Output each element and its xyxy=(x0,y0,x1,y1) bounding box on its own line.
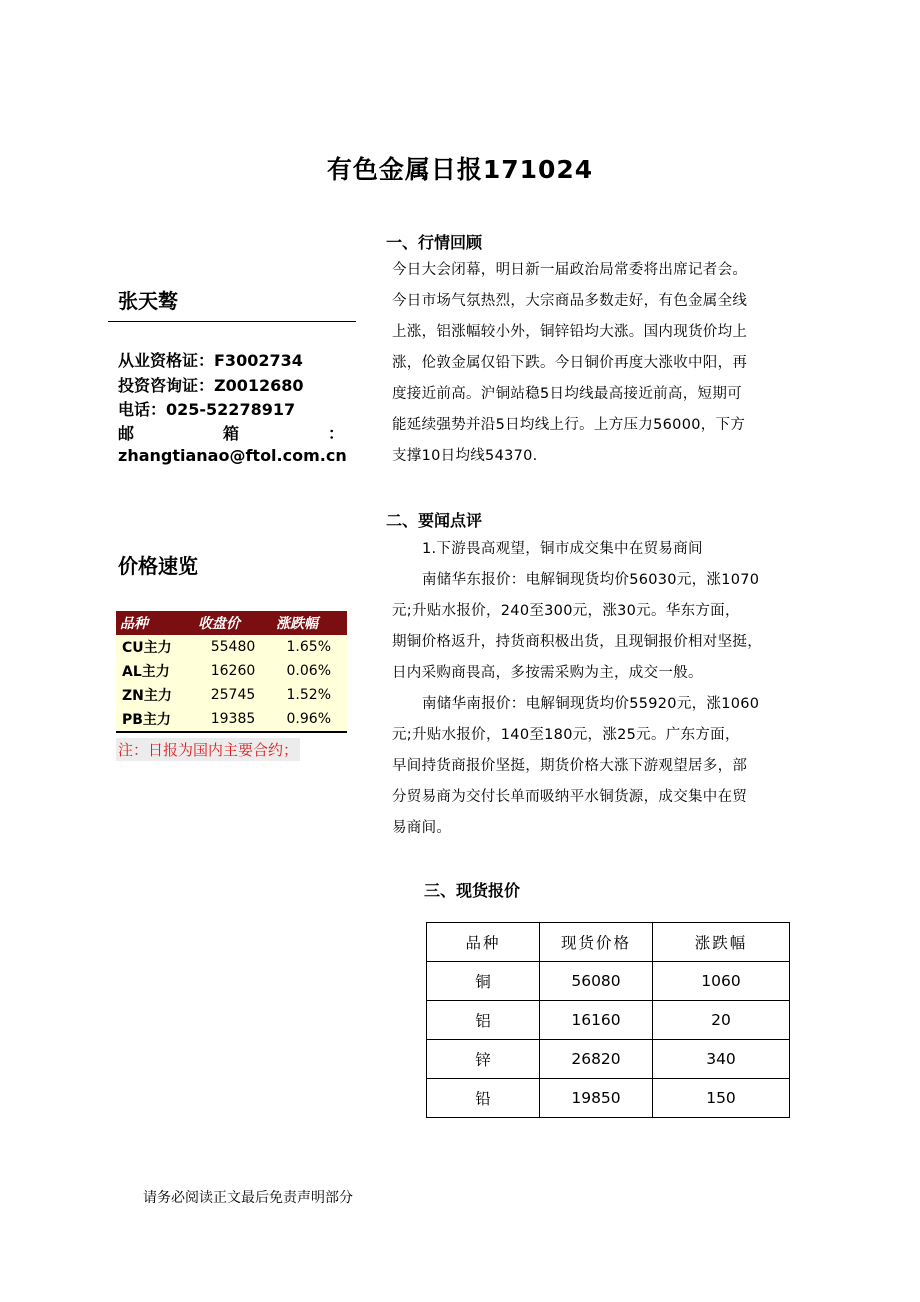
spot-price-table xyxy=(426,922,790,1118)
close-cell: 16260 xyxy=(194,659,272,683)
table-note: 注：日报为国内主要合约； xyxy=(116,738,300,761)
price-cell: 19850 xyxy=(540,1079,653,1118)
change-cell: 20 xyxy=(653,1001,790,1040)
text-line: 能延续强势并沿5日均线上行。上方压力56000，下方 xyxy=(392,417,746,433)
table-header-row xyxy=(427,923,790,962)
table-row xyxy=(116,707,347,732)
qualification-cert: 从业资格证：F3002734 xyxy=(118,351,303,370)
text-line: 早间持货商报价坚挺，期货价格大涨下游观望居多，部 xyxy=(392,758,748,774)
market-review-text xyxy=(392,255,792,472)
header-spot-price: 现货价格 xyxy=(540,923,653,962)
text-line: 日内采购商畏高，多按需采购为主，成交一般。 xyxy=(392,665,703,681)
close-cell: 19385 xyxy=(194,707,272,732)
email-label-char: 邮 xyxy=(118,424,135,443)
variety-cell: 铜 xyxy=(427,962,540,1001)
variety-cell: 铝 xyxy=(427,1001,540,1040)
text-line: 期铜价格返升，持货商积极出货，且现铜报价相对坚挺， xyxy=(392,634,762,650)
close-cell: 25745 xyxy=(194,683,272,707)
change-cell: 1060 xyxy=(653,962,790,1001)
table-row xyxy=(116,659,347,683)
text-line: 南储华南报价：电解铜现货均价55920元，涨1060 xyxy=(422,696,760,712)
close-cell: 55480 xyxy=(194,635,272,659)
variety-cell: ZN主力 xyxy=(116,683,194,707)
change-cell: 1.52% xyxy=(272,683,347,707)
change-cell: 0.96% xyxy=(272,707,347,732)
change-cell: 1.65% xyxy=(272,635,347,659)
text-line: 易商间。 xyxy=(392,820,452,836)
variety-cell: PB主力 xyxy=(116,707,194,732)
table-row xyxy=(427,1079,790,1118)
variety-cell: CU主力 xyxy=(116,635,194,659)
header-variety: 品种 xyxy=(116,611,194,635)
text-line: 上涨，铝涨幅较小外，铜锌铅均大涨。国内现货价均上 xyxy=(392,324,748,340)
text-line: 度接近前高。沪铜站稳5日均线最高接近前高，短期可 xyxy=(392,386,742,402)
section-title-market-review: 一、行情回顾 xyxy=(386,233,483,252)
price-cell: 26820 xyxy=(540,1040,653,1079)
header-change: 涨跌幅 xyxy=(272,611,347,635)
news-review-text xyxy=(392,534,792,844)
text-line: 南储华东报价：电解铜现货均价56030元，涨1070 xyxy=(422,572,760,588)
table-row xyxy=(116,635,347,659)
header-close: 收盘价 xyxy=(194,611,272,635)
header-variety: 品种 xyxy=(427,923,540,962)
change-cell: 340 xyxy=(653,1040,790,1079)
header-change: 涨跌幅 xyxy=(653,923,790,962)
price-overview-table xyxy=(116,611,347,733)
variety-cell: 铅 xyxy=(427,1079,540,1118)
email-label-char: 箱 xyxy=(222,424,239,443)
text-line: 元;升贴水报价，240至300元，涨30元。华东方面， xyxy=(392,603,740,619)
text-line: 涨，伦敦金属仅铅下跌。今日铜价再度大涨收中阳，再 xyxy=(392,355,748,371)
table-row xyxy=(427,1001,790,1040)
text-line: 1.下游畏高观望，铜市成交集中在贸易商间 xyxy=(422,541,703,557)
section-title-spot-price: 三、现货报价 xyxy=(424,881,521,900)
text-line: 元;升贴水报价，140至180元，涨25元。广东方面， xyxy=(392,727,740,743)
price-cell: 56080 xyxy=(540,962,653,1001)
email-address: zhangtianao@ftol.com.cn xyxy=(118,446,347,465)
variety-cell: AL主力 xyxy=(116,659,194,683)
text-line: 分贸易商为交付长单而吸纳平水铜货源，成交集中在贸 xyxy=(392,789,748,805)
table-row xyxy=(427,1040,790,1079)
table-row xyxy=(116,683,347,707)
change-cell: 0.06% xyxy=(272,659,347,683)
email-label-char: ： xyxy=(327,424,344,443)
table-row xyxy=(427,962,790,1001)
text-line: 今日市场气氛热烈，大宗商品多数走好，有色金属全线 xyxy=(392,293,748,309)
author-divider xyxy=(108,321,356,322)
consulting-cert: 投资咨询证：Z0012680 xyxy=(118,376,304,395)
author-name: 张天骜 xyxy=(118,289,178,313)
variety-cell: 锌 xyxy=(427,1040,540,1079)
section-title-news-review: 二、要闻点评 xyxy=(386,511,483,530)
disclaimer-footer: 请务必阅读正文最后免责声明部分 xyxy=(143,1190,353,1206)
price-overview-title: 价格速览 xyxy=(118,554,198,578)
email-label xyxy=(118,421,344,444)
phone: 电话：025-52278917 xyxy=(118,400,296,419)
table-header-row xyxy=(116,611,347,635)
text-line: 今日大会闭幕，明日新一届政治局常委将出席记者会。 xyxy=(392,262,748,278)
price-cell: 16160 xyxy=(540,1001,653,1040)
change-cell: 150 xyxy=(653,1079,790,1118)
text-line: 支撑10日均线54370. xyxy=(392,448,538,464)
report-title: 有色金属日报171024 xyxy=(326,155,594,184)
